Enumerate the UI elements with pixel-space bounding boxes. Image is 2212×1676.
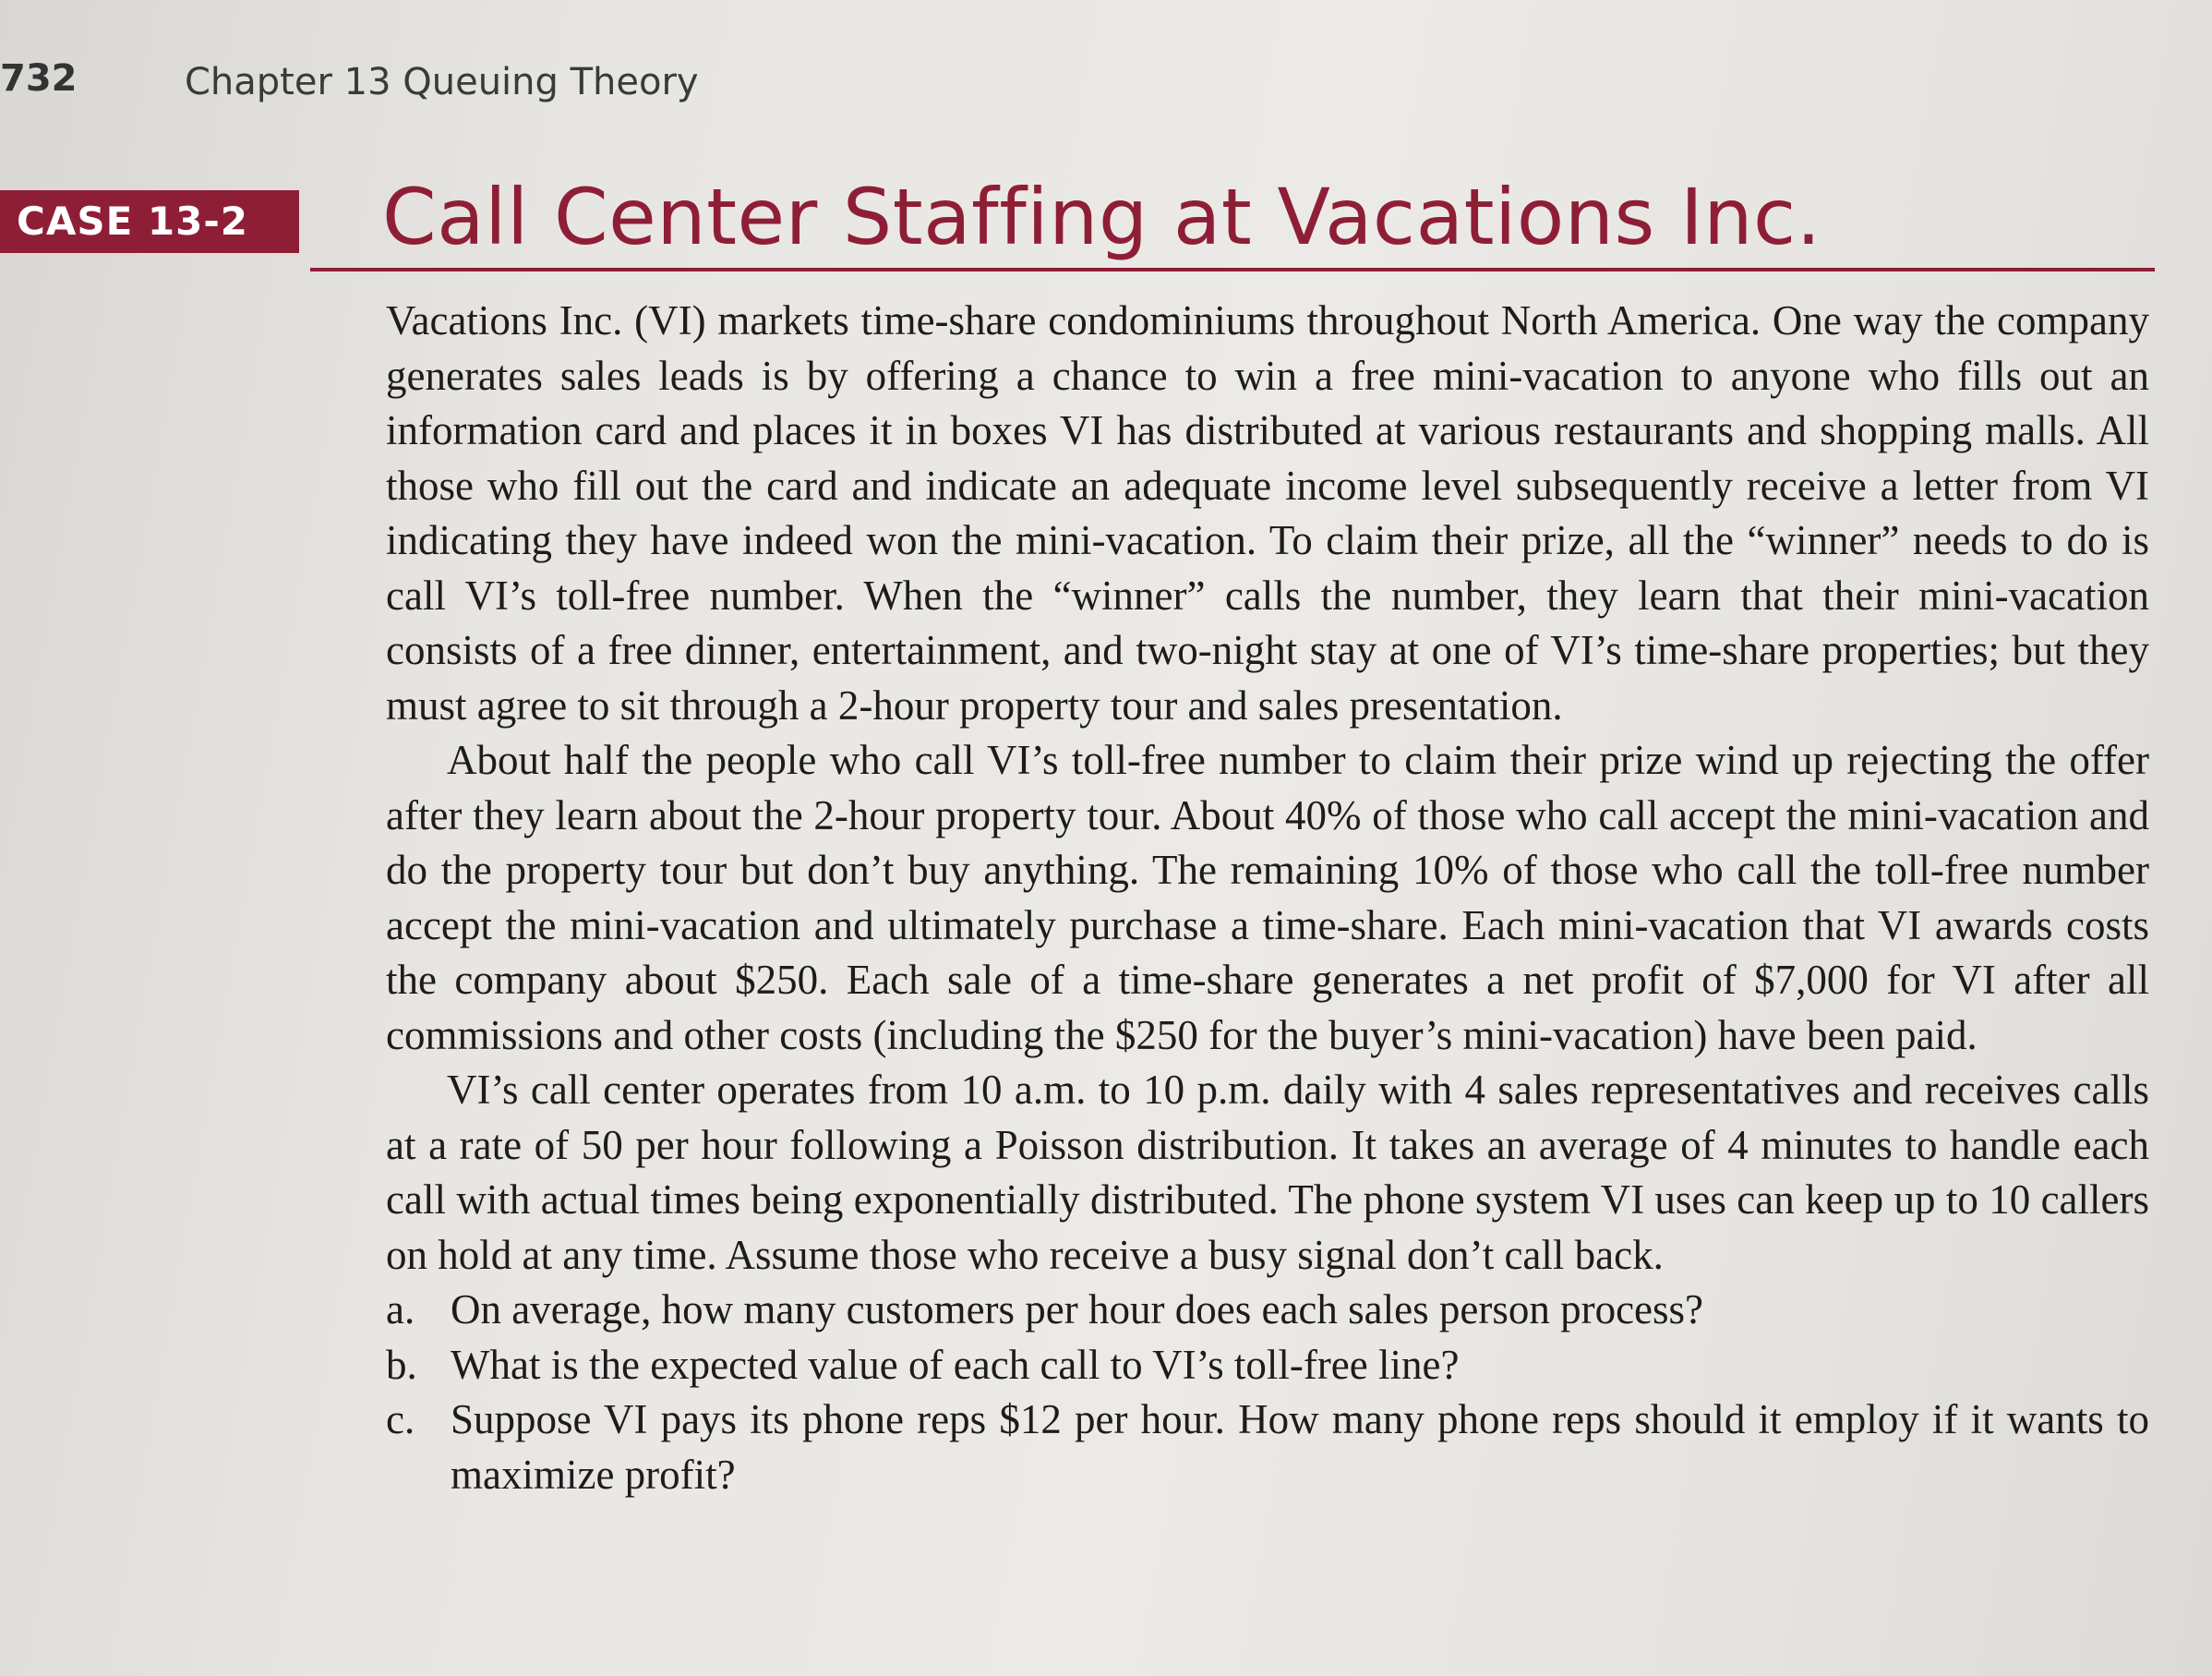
page-number: 732: [0, 57, 78, 100]
running-head: Chapter 13 Queuing Theory: [185, 61, 699, 103]
paragraph-intro: Vacations Inc. (VI) markets time-share condominiums throughout North America. One way the company generates sales leads is by offering a chance to win a free mini-vacation to anyone who fills out an information card and places it in boxes VI has distributed at various restaurants and shopping malls. All those who fill out the card and indicate an adequate income level subsequently receive a letter from VI indicating they have indeed won the mini-vacation. To claim their prize, all the “winner” needs to do is call VI’s toll-free number. When the “winner” calls the number, they learn that their mini-vacation consists of a free dinner, entertainment, and two-night stay at one of VI’s time-share properties; but they must agree to sit through a 2-hour property tour and sales presentation.: [386, 297, 2149, 729]
case-title: Call Center Staffing at Vacations Inc.: [382, 172, 1821, 262]
question-letter: b.: [386, 1341, 417, 1388]
paragraph-call-center: VI’s call center operates from 10 a.m. to 10 p.m. daily with 4 sales representatives and receives calls at a rate of 50 per hour following a Poisson distribution. It takes an average of 4 minutes to handle each call with actual times being exponentially distributed. The phone system VI uses can keep up to 10 callers on hold at any time. Assume those who receive a busy signal don’t call back.: [386, 1067, 2149, 1278]
question-text: Suppose VI pays its phone reps $12 per hour. How many phone reps should it employ if it wants to maximize profit?: [451, 1396, 2149, 1498]
case-badge: CASE 13-2: [0, 190, 299, 253]
question-letter: c.: [386, 1396, 415, 1442]
question-c: [386, 1393, 2149, 1502]
question-a: [386, 1283, 2149, 1338]
question-text: What is the expected value of each call to VI’s toll-free line?: [451, 1341, 1460, 1388]
question-b: [386, 1338, 2149, 1393]
paragraph-outcomes: About half the people who call VI’s toll-free number to claim their prize wind up rejecting the offer after they learn about the 2-hour property tour. About 40% of those who call accept the mini-vacation and do the property tour but don’t buy anything. The remaining 10% of those who call the toll-free number accept the mini-vacation and ultimately purchase a time-share. Each mini-vacation that VI awards costs the company about $250. Each sale of a time-share generates a net profit of $7,000 for VI after all commissions and other costs (including the $250 for the buyer’s mini-vacation) have been paid.: [386, 737, 2149, 1058]
question-letter: a.: [386, 1286, 415, 1332]
title-rule: [310, 268, 2155, 271]
case-body: [386, 294, 2149, 1502]
question-text: On average, how many customers per hour does each sales person process?: [451, 1286, 1704, 1332]
